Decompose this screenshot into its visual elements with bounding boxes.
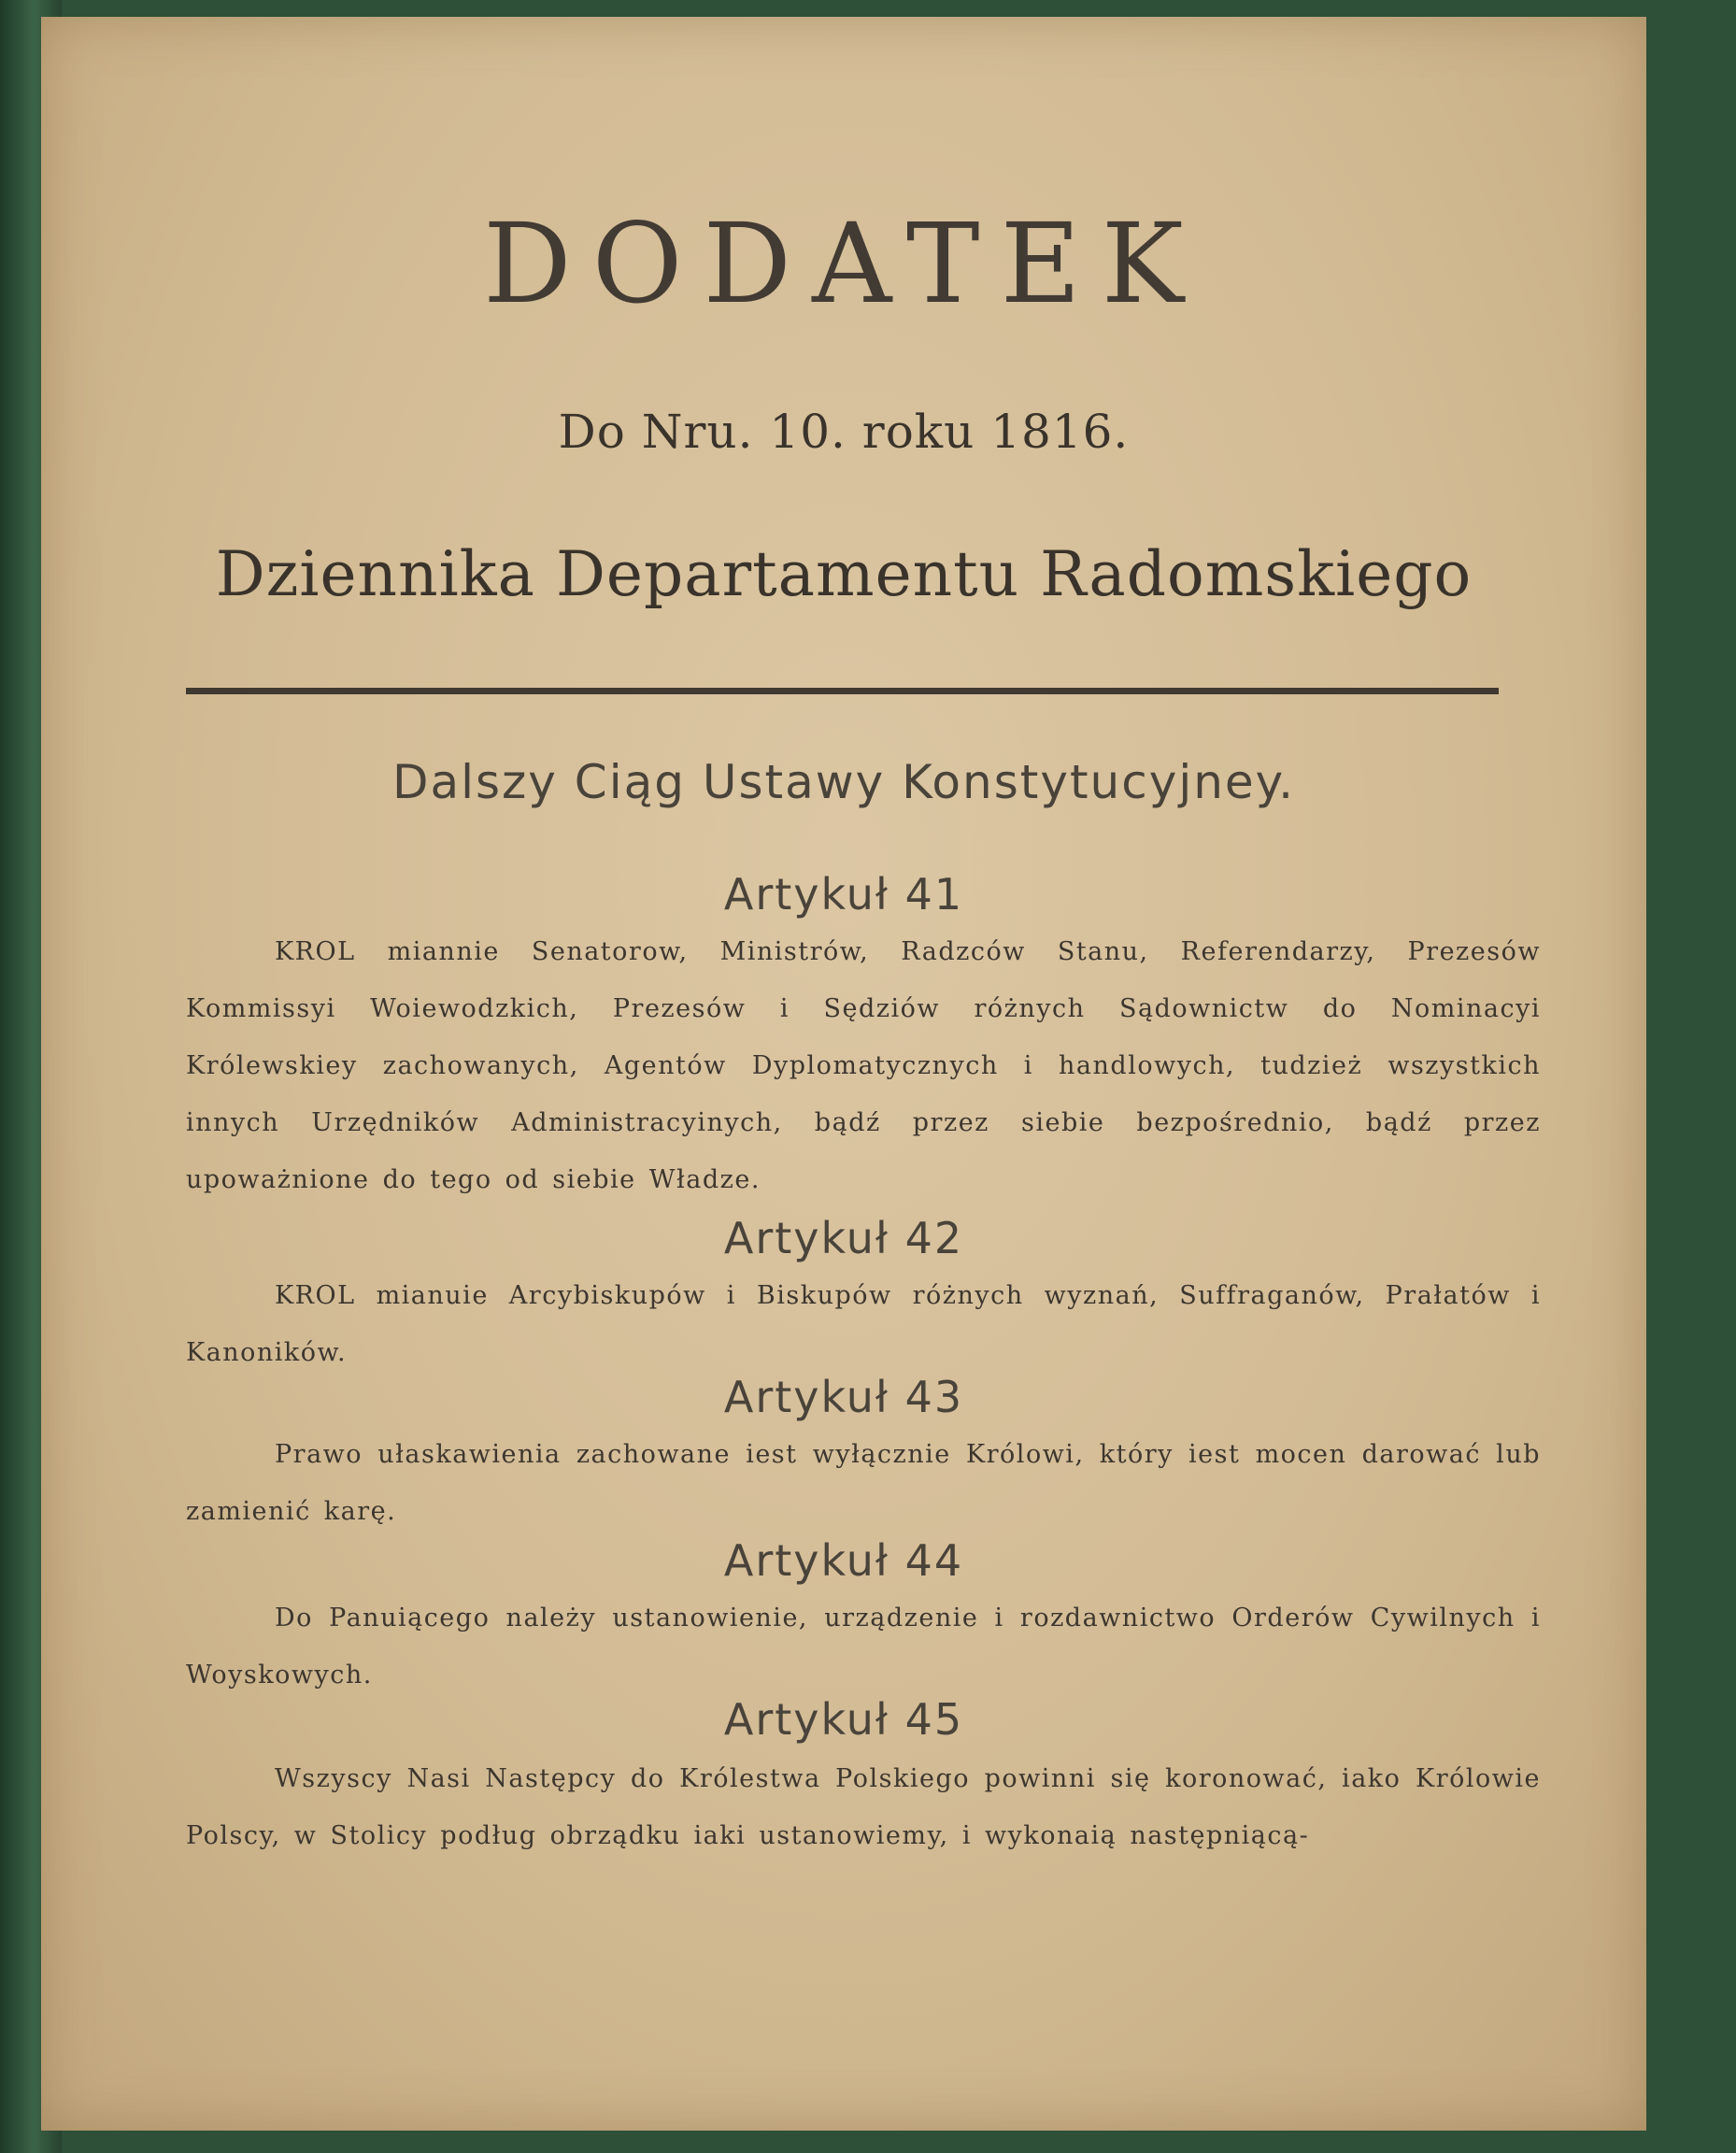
section-heading: Dalszy Ciąg Ustawy Konstytucyjney. (391, 755, 1296, 809)
header-divider (186, 688, 1499, 694)
article-45-title: Artykuł 45 (723, 1694, 964, 1745)
article-44-body: Do Panuiącego należy ustanowienie, urządzenie i rozdawnictwo Orderów Cywilnych i Woyskowych. (186, 1604, 1541, 1690)
newspaper-name: Dziennika Departamentu Radomskiego (215, 538, 1473, 610)
article-41-body: KROL miannie Senatorow, Ministrów, Radzców Stanu, Referendarzy, Prezesów Kommissyi Woiewodzkich, Prezesów i Sędziów różnych Sądownictw do Nominacyi Królewskiey zachowanych, Agentów Dyplomatycznych i handlowych, tudzież wszystkich innych Urzędników Administracyinych, bądź przez siebie bezpośrednio, bądź przez upoważnione do tego od siebie Władze. (186, 937, 1541, 1194)
article-44-title: Artykuł 44 (723, 1535, 964, 1586)
article-42-body: KROL mianuie Arcybiskupów i Biskupów różnych wyznań, Suffraganów, Prałatów i Kanoników. (186, 1281, 1541, 1367)
newspaper-page (41, 17, 1646, 2131)
article-43-title: Artykuł 43 (723, 1372, 964, 1422)
article-43-body: Prawo ułaskawienia zachowane iest wyłącznie Królowi, który iest mocen darować lub zamienić karę. (186, 1440, 1541, 1526)
article-45-body: Wszyscy Nasi Następcy do Królestwa Polskiego powinni się koronować, iako Królowie Polscy, w Stolicy podług obrządku iaki ustanowiemy, i wykonaią następniącą- (186, 1764, 1541, 1850)
page-title: DODATEK (483, 199, 1204, 328)
article-42-title: Artykuł 42 (723, 1213, 964, 1263)
article-41-title: Artykuł 41 (723, 869, 964, 920)
issue-line: Do Nru. 10. roku 1816. (558, 405, 1130, 459)
